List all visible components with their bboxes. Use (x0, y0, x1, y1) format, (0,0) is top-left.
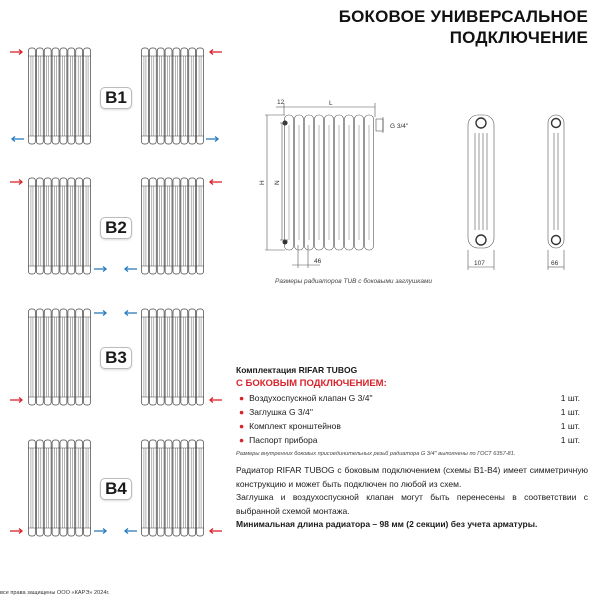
kit-item-name (239, 407, 313, 417)
return-arrow-icon (94, 529, 106, 534)
return-arrow-icon (125, 311, 137, 316)
supply-arrow-icon (10, 398, 22, 403)
kit-list (236, 393, 586, 445)
kit-subheading: С БОКОВЫМ ПОДКЛЮЧЕНИЕМ: (236, 378, 387, 389)
title-line-2: ПОДКЛЮЧЕНИЕ (449, 28, 588, 47)
kit-item-qty: 1 шт. (560, 393, 580, 403)
kit-note: Размеры внутренних боковых присоединительных резьб радиатора G 3/4'' выполнены по ГОСТ 6357-81. (236, 451, 516, 457)
page-title (339, 6, 588, 48)
kit-item (236, 393, 586, 403)
copyright-footer: все права защищены ООО «КАРЭ» 2024г. (0, 590, 110, 596)
supply-arrow-icon (210, 50, 222, 55)
kit-item-label: Паспорт прибора (249, 435, 318, 445)
return-arrow-icon (94, 311, 106, 316)
kit-item-qty: 1 шт. (560, 407, 580, 417)
description (236, 464, 588, 532)
kit-item-qty: 1 шт. (560, 421, 580, 431)
kit-item-qty: 1 шт. (560, 435, 580, 445)
thread-label: G 3/4'' (390, 123, 409, 130)
kit-item-name (239, 393, 373, 403)
kit-item (236, 421, 586, 431)
title-line-1: БОКОВОЕ УНИВЕРСАЛЬНОЕ (338, 7, 588, 26)
dim-n-label: N (274, 180, 281, 185)
kit-section (236, 365, 586, 457)
supply-arrow-icon (10, 529, 22, 534)
return-arrow-icon (125, 267, 137, 272)
radiator-icon (28, 440, 91, 536)
radiator-icon (28, 309, 91, 405)
return-arrow-icon (206, 137, 218, 142)
radiator-icon (28, 48, 91, 144)
dim-12-label: 12 (277, 99, 285, 106)
return-arrow-icon (12, 137, 24, 142)
radiator-icon (141, 48, 204, 144)
drawing-caption: Размеры радиаторов TUB с боковыми заглушками (275, 278, 433, 285)
dim-107-label: 107 (474, 260, 485, 267)
bullet-icon: ● (239, 435, 245, 445)
radiator-icon (28, 178, 91, 274)
kit-item-name (239, 421, 341, 431)
description-p3: Минимальная длина радиатора – 98 мм (2 секции) без учета арматуры. (236, 519, 538, 529)
supply-arrow-icon (210, 529, 222, 534)
scheme-label-b2: B2 (100, 217, 132, 239)
kit-item-name (239, 435, 317, 445)
bullet-icon: ● (239, 407, 245, 417)
radiator-icon (141, 440, 204, 536)
kit-item (236, 435, 586, 445)
supply-arrow-icon (210, 180, 222, 185)
radiator-icon (141, 178, 204, 274)
kit-item-label: Воздухоспускной клапан G 3/4'' (249, 393, 373, 403)
dim-h-label: H (259, 180, 266, 185)
kit-item-label: Комплект кронштейнов (249, 421, 341, 431)
dim-66-label: 66 (551, 260, 559, 267)
kit-heading: Комплектация RIFAR TUBOG (236, 365, 358, 375)
front-view-radiator (283, 115, 374, 250)
dim-l-label: L (329, 100, 333, 107)
bullet-icon: ● (239, 421, 245, 431)
return-arrow-icon (94, 267, 106, 272)
kit-item-label: Заглушка G 3/4'' (249, 407, 313, 417)
supply-arrow-icon (210, 398, 222, 403)
supply-arrow-icon (10, 180, 22, 185)
dimension-drawing (240, 95, 590, 280)
kit-item (236, 407, 586, 417)
bullet-icon: ● (239, 393, 245, 403)
dim-46-label: 46 (314, 258, 322, 265)
scheme-label-b3: B3 (100, 347, 132, 369)
scheme-label-b4: B4 (100, 478, 132, 500)
supply-arrow-icon (10, 50, 22, 55)
description-p2: Заглушка и воздухоспускной клапан могут быть перенесены в соответствии с выбранной схемой монтажа. (236, 492, 588, 516)
return-arrow-icon (125, 529, 137, 534)
description-p1: Радиатор RIFAR TUBOG с боковым подключением (схемы B1-B4) имеет симметричную конструкцию и может быть подключен по любой из схем. (236, 465, 588, 489)
radiator-icon (141, 309, 204, 405)
scheme-label-b1: B1 (100, 87, 132, 109)
